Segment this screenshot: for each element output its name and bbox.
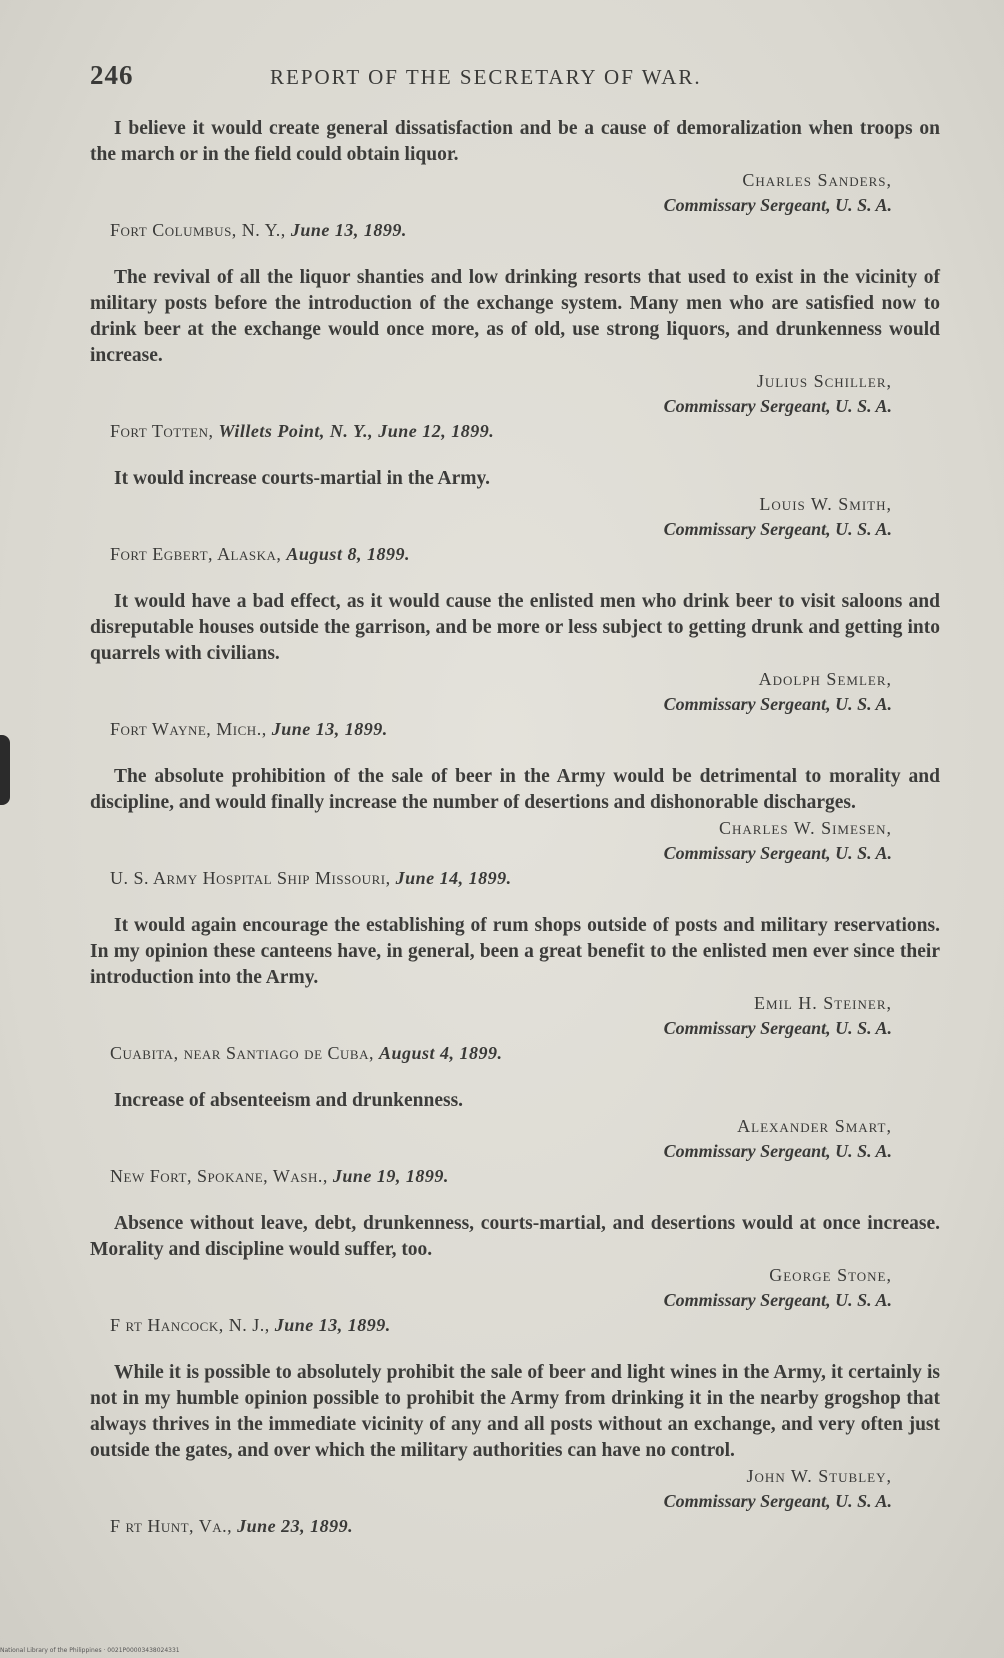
place-date <box>90 1313 940 1338</box>
place: F rt Hancock, N. J., <box>110 1315 270 1335</box>
page-header <box>0 60 1004 100</box>
signatory-title: Commissary Sergeant, U. S. A. <box>663 519 892 539</box>
scan-ink-mark <box>0 735 10 805</box>
place: U. S. Army Hospital Ship Missouri, <box>110 868 391 888</box>
entry-text: It would have a bad effect, as it would cause the enlisted men who drink beer to visit saloons and disreputable houses outside the garrison, and be more or less subject to getting drunk and getting into quarrels with civilians. <box>90 591 940 664</box>
place-date <box>90 717 940 742</box>
date: June 14, 1899. <box>395 868 512 888</box>
entry-text: While it is possible to absolutely prohibit the sale of beer and light wines in the Army, it certainly is not in my humble opinion possible to prohibit the Army from drinking it in the nearby grogshop that always thrives in the immediate vicinity of any and all posts without an exchange, and very often just outside the gates, and over which the military authorities can have no control. <box>90 1362 940 1461</box>
entry-5 <box>90 764 940 891</box>
place-date <box>90 1514 940 1539</box>
scan-credit: National Library of the Philippines · 0021P00003438024331 <box>0 1647 180 1654</box>
date: August 4, 1899. <box>378 1043 503 1063</box>
date: June 19, 1899. <box>332 1166 449 1186</box>
place: F rt Hunt, Va., <box>110 1516 233 1536</box>
place: Fort Totten, <box>110 421 214 441</box>
entry-4 <box>90 589 940 742</box>
place-date <box>90 542 940 567</box>
place-date <box>90 1041 940 1066</box>
date: June 13, 1899. <box>290 220 407 240</box>
entry-6 <box>90 913 940 1066</box>
place-date <box>90 1164 940 1189</box>
place: Cuabita, near Santiago de Cuba, <box>110 1043 374 1063</box>
signatory-name: Julius Schiller, <box>756 371 892 391</box>
entry-1 <box>90 116 940 243</box>
signatory-title: Commissary Sergeant, U. S. A. <box>663 843 892 863</box>
signatory-title: Commissary Sergeant, U. S. A. <box>663 1290 892 1310</box>
running-title: REPORT OF THE SECRETARY OF WAR. <box>270 65 702 89</box>
entry-text: The revival of all the liquor shanties and low drinking resorts that used to exist in the vicinity of military posts before the introduction of the exchange system. Many men who are satisfied now to drink beer at the exchange would once more, as of old, use strong liquors, and drunkenness would increase. <box>90 267 940 366</box>
date: June 13, 1899. <box>271 719 388 739</box>
entry-9 <box>90 1360 940 1539</box>
place-date <box>90 419 940 444</box>
entry-text: It would again encourage the establishing of rum shops outside of posts and military reservations. In my opinion these canteens have, in general, been a great benefit to the enlisted men ever since their introduction into the Army. <box>90 915 940 988</box>
signatory-name: Adolph Semler, <box>758 669 892 689</box>
entry-text: The absolute prohibition of the sale of beer in the Army would be detrimental to morality and discipline, and would finally increase the number of desertions and dishonorable discharges. <box>90 766 940 813</box>
signatory-title: Commissary Sergeant, U. S. A. <box>663 694 892 714</box>
entry-text: I believe it would create general dissatisfaction and be a cause of demoralization when troops on the march or in the field could obtain liquor. <box>90 118 940 165</box>
signatory-name: Alexander Smart, <box>737 1116 892 1136</box>
entry-text: Absence without leave, debt, drunkenness, courts-martial, and desertions would at once increase. Morality and discipline would suffer, too. <box>90 1213 940 1260</box>
signatory-name: Charles W. Simesen, <box>719 818 892 838</box>
entry-3 <box>90 466 940 567</box>
date: June 13, 1899. <box>274 1315 391 1335</box>
place-date <box>90 218 940 243</box>
letters-body <box>90 116 940 1539</box>
place-detail: Willets Point, N. Y., <box>218 421 374 441</box>
signatory-title: Commissary Sergeant, U. S. A. <box>663 1018 892 1038</box>
entry-text: It would increase courts-martial in the Army. <box>114 468 491 489</box>
page-number: 246 <box>90 60 134 90</box>
date: June 23, 1899. <box>237 1516 354 1536</box>
entry-text: Increase of absenteeism and drunkenness. <box>114 1090 464 1111</box>
place: Fort Egbert, Alaska, <box>110 544 282 564</box>
signatory-name: Emil H. Steiner, <box>753 993 892 1013</box>
signatory-title: Commissary Sergeant, U. S. A. <box>663 1491 892 1511</box>
signatory-name: Charles Sanders, <box>742 170 892 190</box>
entry-7 <box>90 1088 940 1189</box>
entry-8 <box>90 1211 940 1338</box>
signatory-name: Louis W. Smith, <box>759 494 892 514</box>
date: August 8, 1899. <box>286 544 410 564</box>
place: New Fort, Spokane, Wash., <box>110 1166 328 1186</box>
entry-2 <box>90 265 940 444</box>
place: Fort Wayne, Mich., <box>110 719 267 739</box>
signatory-title: Commissary Sergeant, U. S. A. <box>663 396 892 416</box>
signatory-name: George Stone, <box>769 1265 892 1285</box>
signatory-title: Commissary Sergeant, U. S. A. <box>663 195 892 215</box>
place-date <box>90 866 940 891</box>
place: Fort Columbus, N. Y., <box>110 220 286 240</box>
signatory-name: John W. Stubley, <box>746 1466 892 1486</box>
signatory-title: Commissary Sergeant, U. S. A. <box>663 1141 892 1161</box>
date: June 12, 1899. <box>378 421 495 441</box>
